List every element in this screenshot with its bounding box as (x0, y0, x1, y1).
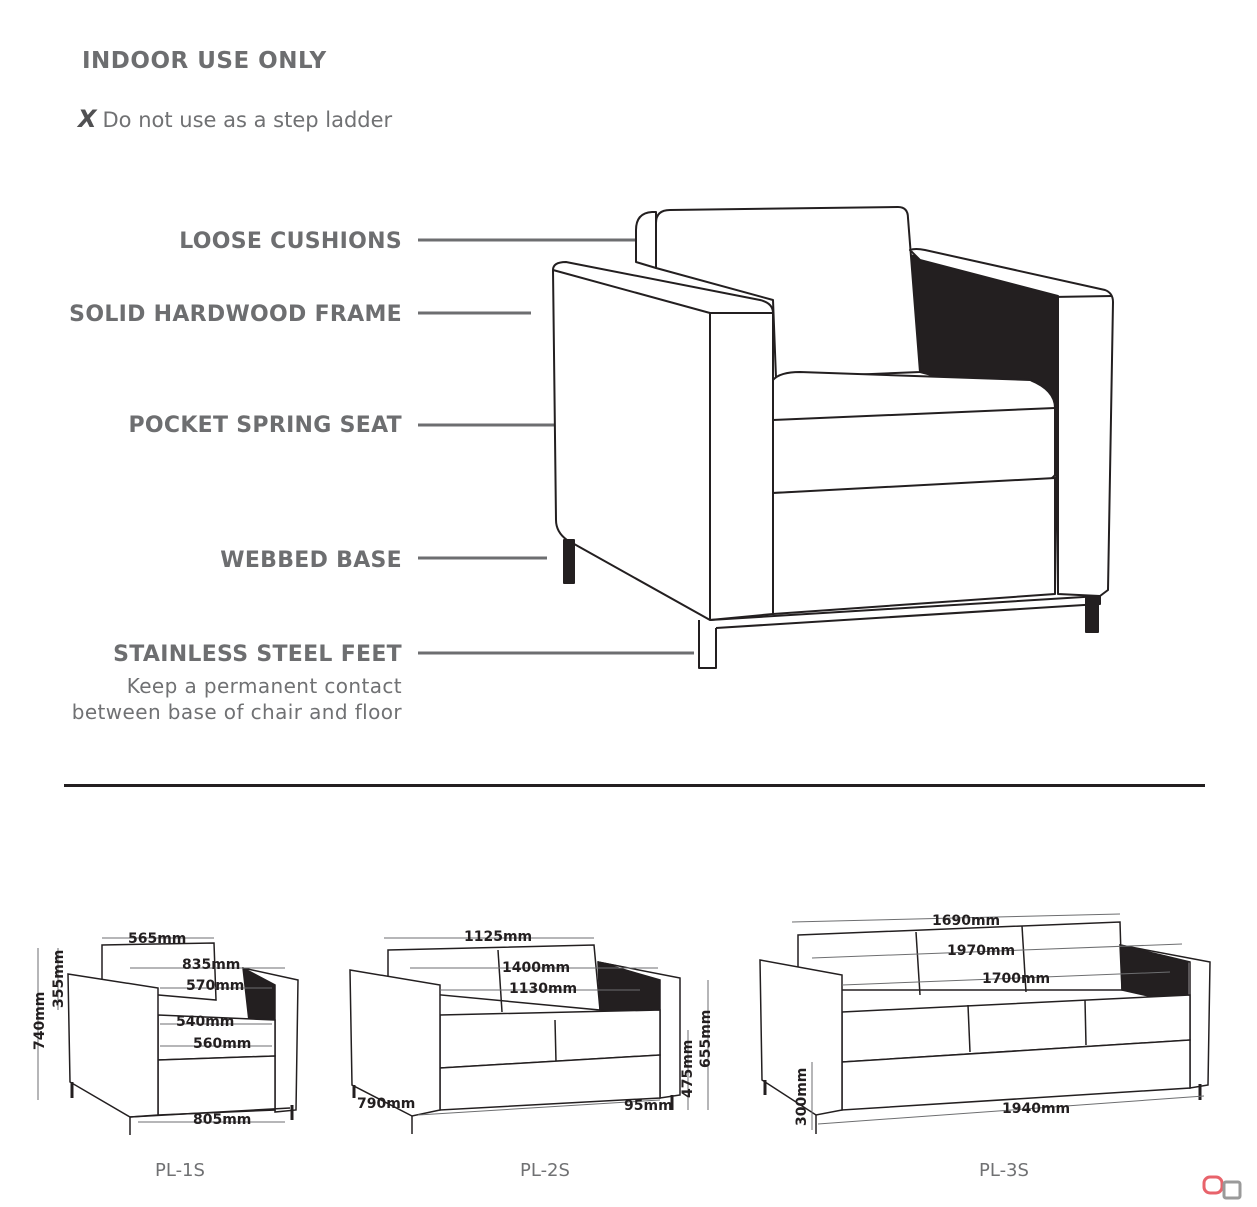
pl-1s-left-arm (68, 974, 158, 1117)
label-loose-cushions: LOOSE CUSHIONS (179, 229, 402, 254)
section-divider (64, 784, 1205, 787)
pl-3s-dim-1690: 1690mm (932, 913, 1001, 929)
pl-1s-dim-560: 560mm (193, 1036, 252, 1052)
right-arm-top (1052, 296, 1112, 297)
page-title: INDOOR USE ONLY (82, 48, 327, 74)
pl-2s-dim-1400: 1400mm (502, 960, 571, 976)
feet-note-line-2: between base of chair and floor (71, 700, 402, 724)
pl-2s-dim-790: 790mm (357, 1096, 416, 1112)
pl-3s-dim-1700: 1700mm (982, 971, 1051, 987)
pl-2s-dim-475: 475mm (680, 1039, 696, 1098)
pl-2s-dim-95: 95mm (624, 1098, 673, 1114)
cross-icon: X (78, 105, 97, 133)
foot-front-left (699, 620, 716, 668)
warning-text: Do not use as a step ladder (102, 108, 393, 132)
seat-cushion (773, 372, 1055, 493)
label-pocket-spring-seat: POCKET SPRING SEAT (128, 413, 402, 438)
armchair-drawing (553, 207, 1113, 668)
foot-back-right (1086, 596, 1098, 632)
model-name-pl-2s: PL-2S (520, 1160, 570, 1181)
pl-2s-dim-1125: 1125mm (464, 929, 533, 945)
pl-3s-dim-300: 300mm (794, 1067, 810, 1126)
pl-2s-left-arm (350, 970, 440, 1116)
pl-1s-dim-835: 835mm (182, 957, 241, 973)
foot-back-left (564, 540, 574, 583)
pl-1s-dim-540: 540mm (176, 1014, 235, 1030)
front-base (773, 478, 1055, 614)
left-arm (553, 262, 773, 620)
brand-logo-icon (1202, 1174, 1252, 1202)
pl-3s-dim-1940: 1940mm (1002, 1101, 1071, 1117)
model-name-pl-1s: PL-1S (155, 1160, 205, 1181)
pl-2s-dim-1130: 1130mm (509, 981, 578, 997)
feet-note-line-1: Keep a permanent contact (126, 674, 402, 698)
pl-1s-base (158, 1056, 275, 1115)
pl-1s-dim-805: 805mm (193, 1112, 252, 1128)
pl-1s-dim-570: 570mm (186, 978, 245, 994)
label-stainless-steel-feet: STAINLESS STEEL FEET (113, 642, 402, 667)
pl-1s-dim-565: 565mm (128, 931, 187, 947)
pl-2s-dim-655: 655mm (698, 1009, 714, 1068)
label-hardwood-frame: SOLID HARDWOOD FRAME (69, 302, 402, 327)
back-frame (636, 212, 656, 268)
pl-3s-dim-1970: 1970mm (947, 943, 1016, 959)
pl-1s-dim-740: 740mm (32, 991, 48, 1050)
label-webbed-base: WEBBED BASE (220, 548, 402, 573)
pl-2s-seat-divider (555, 1020, 556, 1062)
pl-3s-seat-divider-2 (1085, 1000, 1086, 1045)
pl-1s-dim-355: 355mm (51, 949, 67, 1008)
model-name-pl-3s: PL-3S (979, 1160, 1029, 1181)
